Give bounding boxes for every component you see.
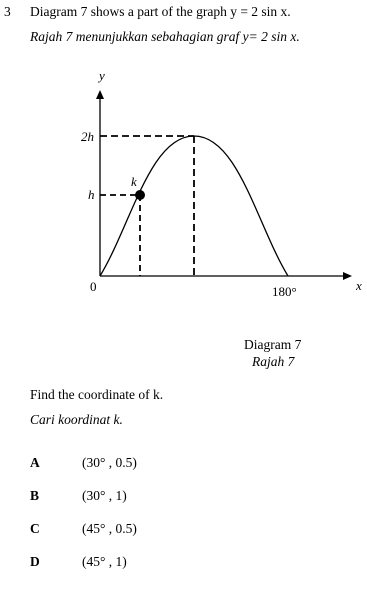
question-statement-ms: Rajah 7 menunjukkan sebahagian graf y= 2 sin x.	[30, 29, 300, 44]
option-b-text[interactable]: (30° , 1)	[82, 488, 127, 503]
y-tick-2h-label: 2h	[81, 129, 94, 144]
option-d-text[interactable]: (45° , 1)	[82, 554, 127, 569]
diagram-caption-ms: Rajah 7	[252, 354, 295, 369]
point-k	[135, 190, 145, 200]
question-statement-en: Diagram 7 shows a part of the graph y = 2 sin x.	[30, 4, 291, 19]
prompt-en: Find the coordinate of k.	[30, 387, 164, 402]
diagram-caption-en: Diagram 7	[244, 337, 302, 352]
y-axis-label: y	[99, 68, 105, 83]
y-tick-h-label: h	[88, 187, 95, 202]
x-axis-label: x	[356, 278, 362, 293]
prompt-ms: Cari koordinat k.	[30, 412, 123, 427]
point-k-label: k	[131, 174, 137, 189]
option-c-letter: C	[30, 521, 40, 536]
option-d-letter: D	[30, 554, 40, 569]
y-axis-arrow	[96, 90, 104, 99]
origin-label: 0	[90, 279, 97, 294]
x-axis-arrow	[343, 272, 352, 280]
option-a-letter: A	[30, 455, 40, 470]
question-number: 3	[4, 4, 11, 19]
x-tick-180-label: 180°	[272, 284, 297, 299]
option-b-letter: B	[30, 488, 40, 503]
option-a-text[interactable]: (30° , 0.5)	[82, 455, 137, 470]
option-c-text[interactable]: (45° , 0.5)	[82, 521, 137, 536]
